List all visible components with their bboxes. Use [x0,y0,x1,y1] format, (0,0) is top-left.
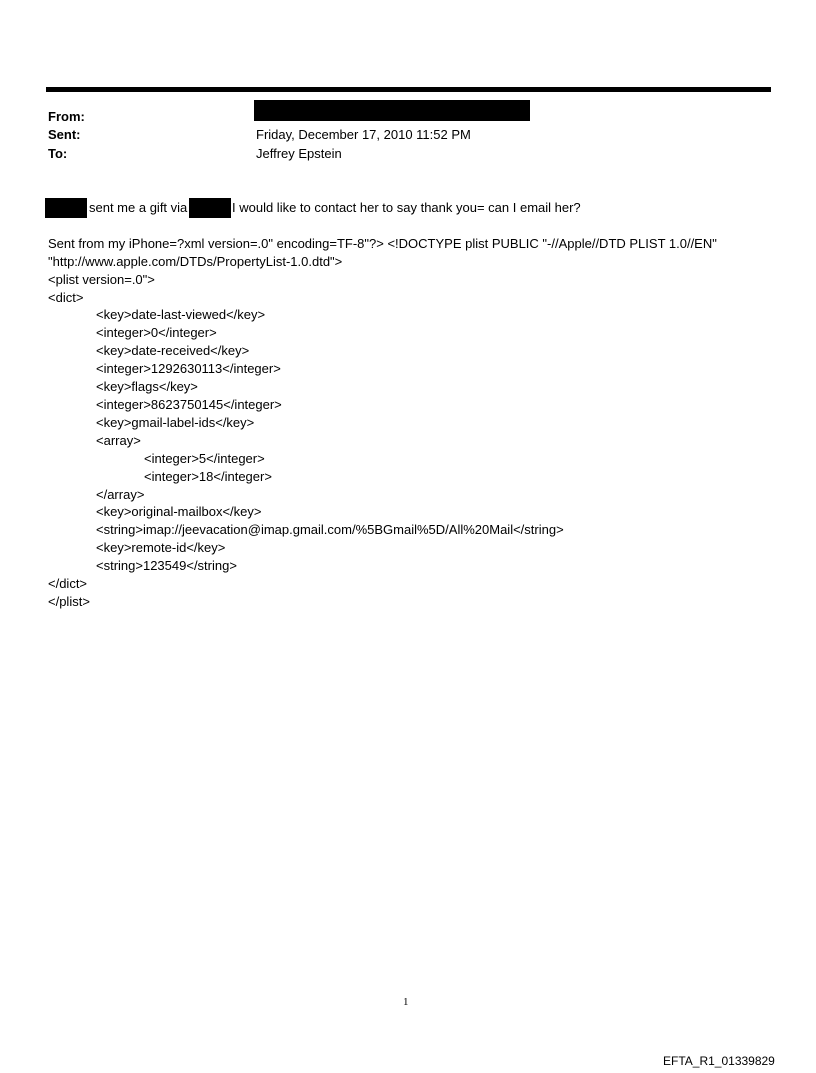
plist-line: "http://www.apple.com/DTDs/PropertyList-1.0.dtd"> [48,254,343,269]
plist-line: <string>123549</string> [96,558,237,573]
plist-line: </array> [96,487,145,502]
name-redaction [45,198,87,218]
plist-line: Sent from my iPhone=?xml version=.0" encoding=TF-8"?> <!DOCTYPE plist PUBLIC "-//Apple//DTD PLIST 1.0//EN" [48,236,717,251]
plist-line: <key>date-received</key> [96,343,250,358]
plist-line: <integer>0</integer> [96,325,217,340]
plist-line: <key>date-last-viewed</key> [96,307,266,322]
plist-line: <integer>5</integer> [144,451,265,466]
to-label: To: [48,146,68,161]
sent-value: Friday, December 17, 2010 11:52 PM [256,127,471,142]
message-part-2: I would like to contact her to say thank you= can I email her? [232,200,581,215]
plist-line: <array> [96,433,141,448]
plist-line: <key>gmail-label-ids</key> [96,415,255,430]
sent-label: Sent: [48,127,81,142]
message-part-1: sent me a gift via [89,200,188,215]
from-label: From: [48,109,85,124]
from-redaction [254,100,530,121]
bates-number: EFTA_R1_01339829 [663,1054,775,1068]
plist-line: <key>remote-id</key> [96,540,226,555]
plist-line: <string>imap://jeevacation@imap.gmail.com/%5BGmail%5D/All%20Mail</string> [96,522,564,537]
header-rule [46,87,771,92]
plist-line: <integer>8623750145</integer> [96,397,282,412]
page-number: 1 [403,996,409,1008]
plist-line: <key>flags</key> [96,379,198,394]
service-redaction [189,198,231,218]
plist-line: </dict> [48,576,88,591]
plist-line: <plist version=.0"> [48,272,155,287]
to-value: Jeffrey Epstein [256,146,342,161]
plist-line: <integer>1292630113</integer> [96,361,281,376]
plist-line: <integer>18</integer> [144,469,272,484]
plist-line: <dict> [48,290,84,305]
plist-line: </plist> [48,594,90,609]
plist-line: <key>original-mailbox</key> [96,504,262,519]
